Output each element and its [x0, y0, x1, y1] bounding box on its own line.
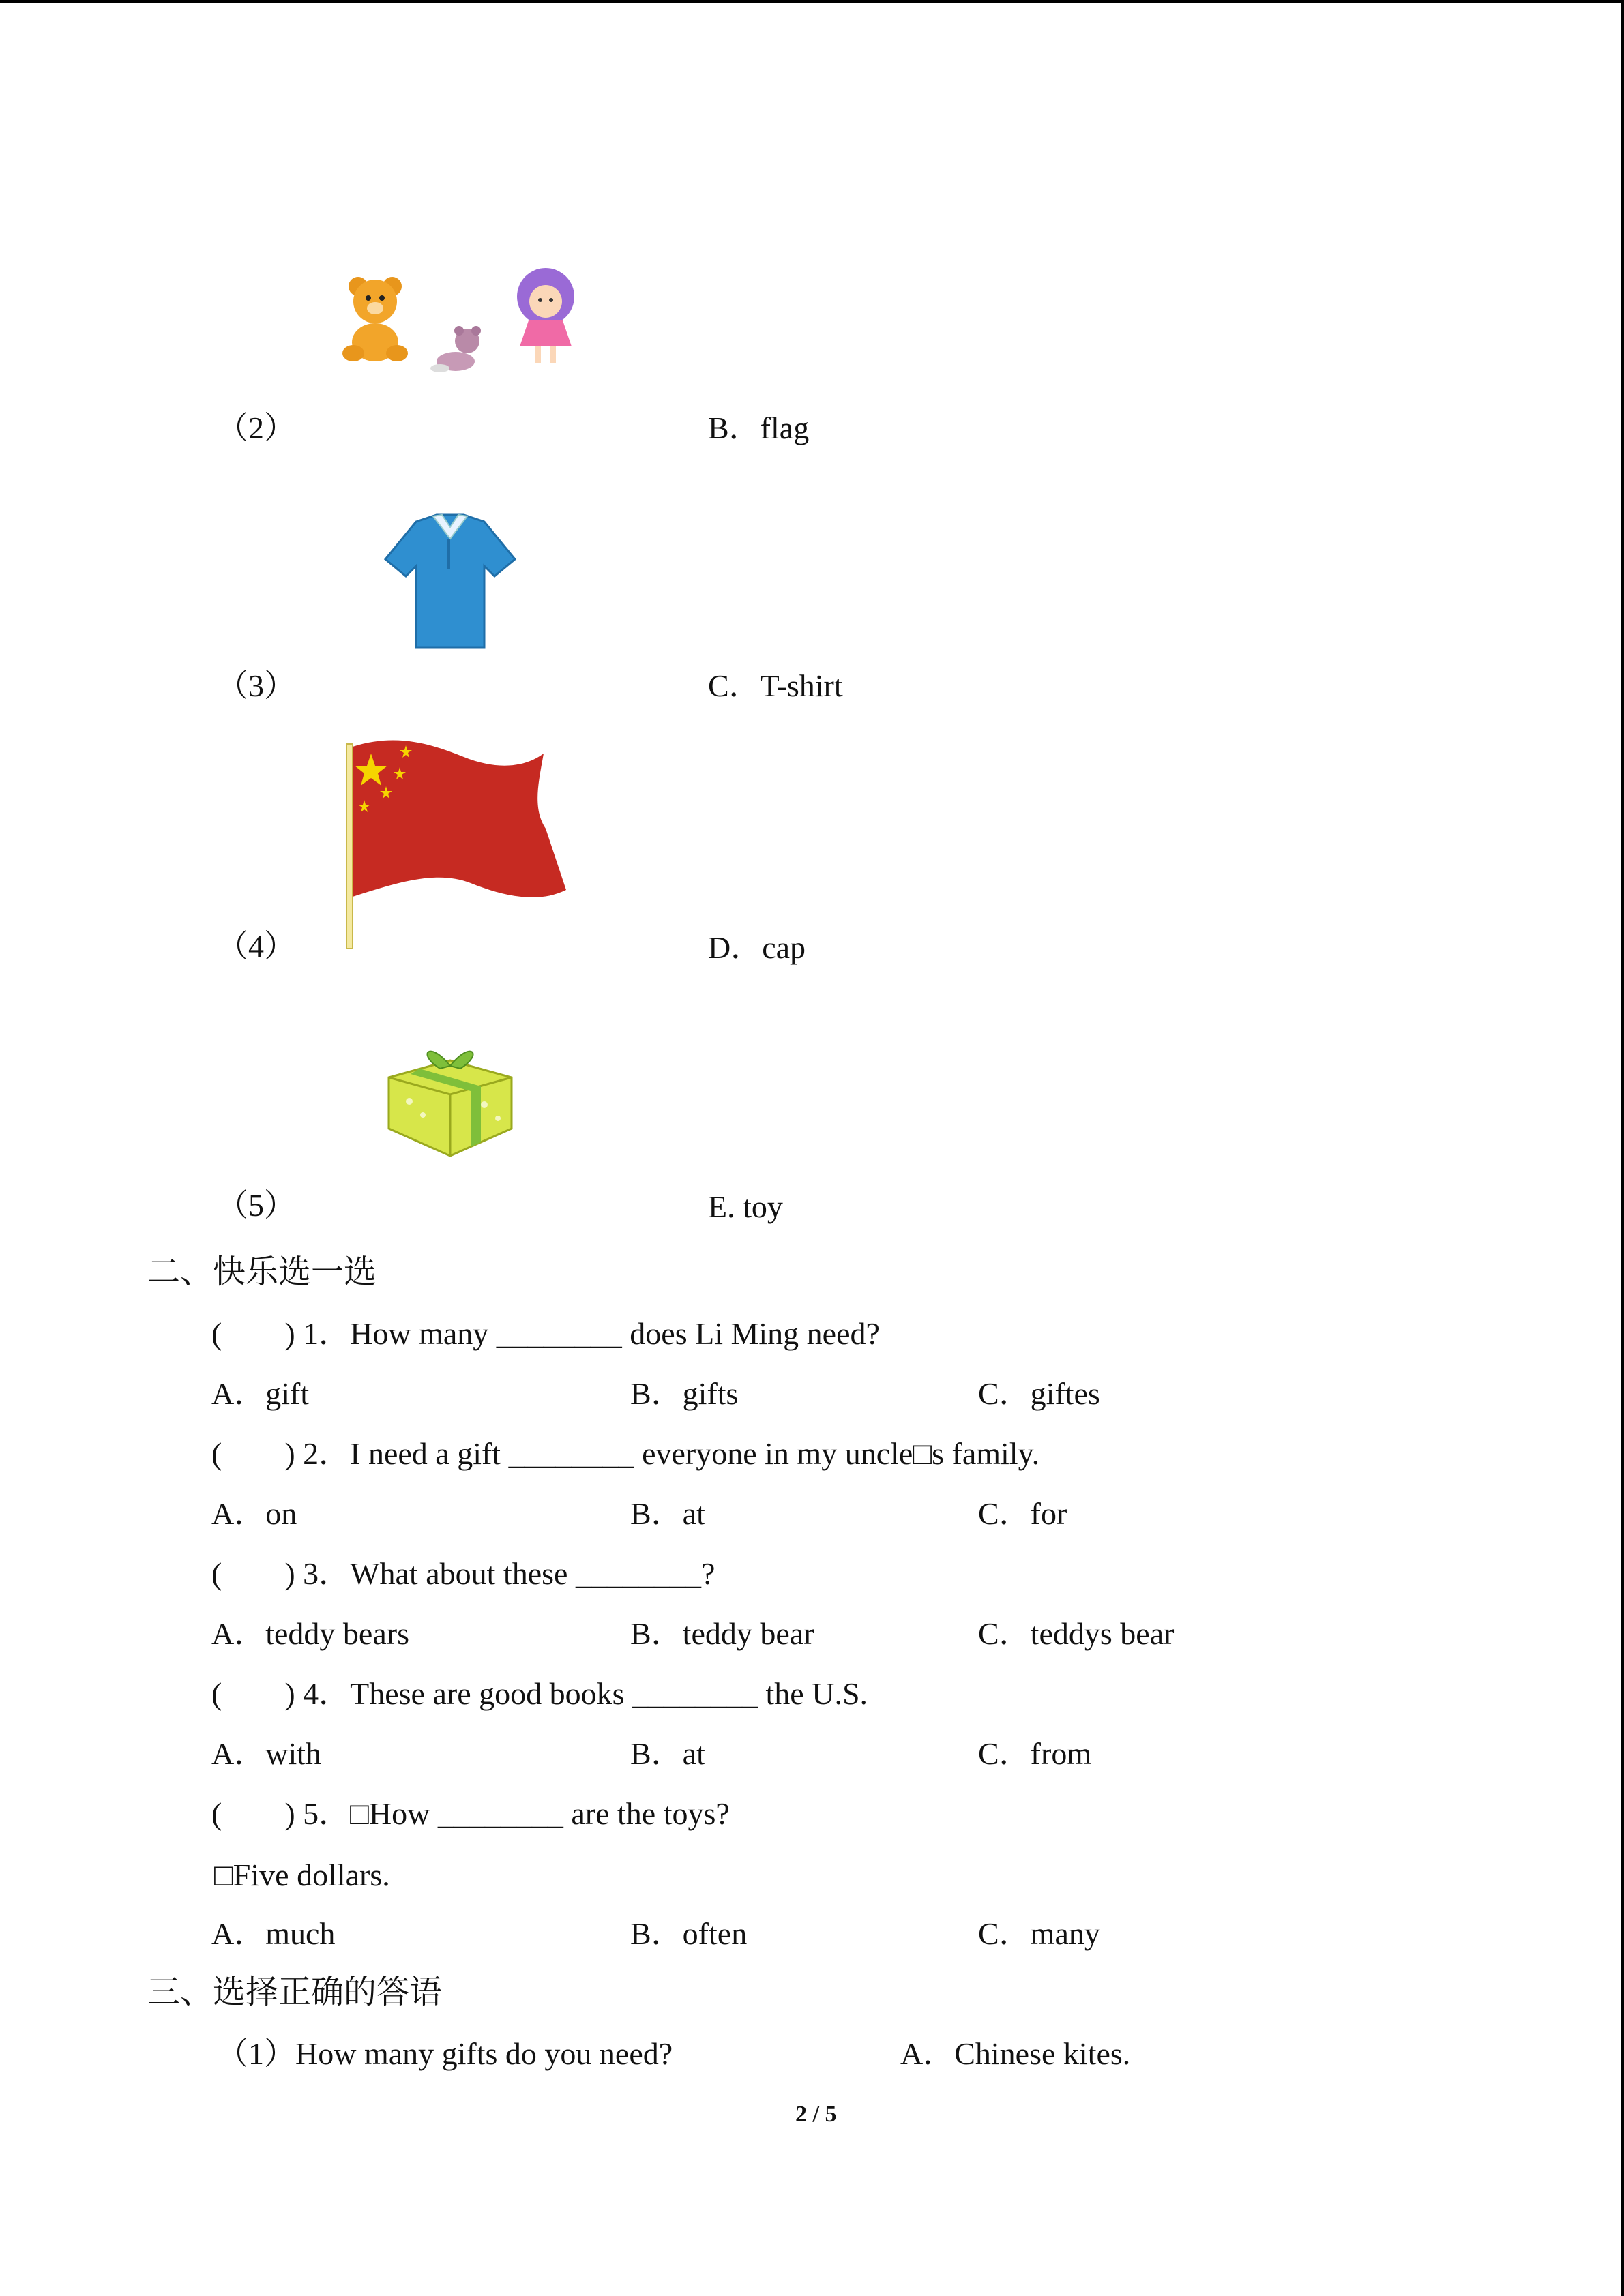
section-3-answer-a: A．Chinese kites.	[900, 2036, 1131, 2071]
option-b: B．flag	[708, 411, 810, 445]
section-3-title: 三、选择正确的答语	[147, 1974, 443, 2010]
q2-option-a: A．on	[211, 1496, 297, 1531]
item-number-2: （2）	[217, 411, 295, 445]
flag-icon	[341, 726, 573, 958]
item-number-5: （5）	[217, 1188, 295, 1223]
q2-option-c: C．for	[978, 1496, 1067, 1531]
tshirt-icon	[382, 508, 518, 655]
q1-option-c: C．giftes	[978, 1376, 1100, 1411]
teddy-bear-icon	[342, 277, 408, 361]
question-3: ( ) 3．What about these ________?	[211, 1556, 715, 1591]
toys-icon	[321, 266, 587, 389]
q3-option-b: B．teddy bear	[630, 1616, 814, 1651]
gift-box-icon	[382, 1040, 518, 1163]
section-3-question-1: （1）How many gifts do you need?	[217, 2036, 673, 2071]
q5-option-a: A．much	[211, 1916, 336, 1951]
question-2: ( ) 2．I need a gift ________ everyone in my uncle□s family.	[211, 1436, 1040, 1471]
q5-answer-line: □Five dollars.	[214, 1858, 390, 1892]
page-number: 2 / 5	[795, 2102, 837, 2127]
option-d: D．cap	[708, 930, 806, 965]
q5-option-c: C．many	[978, 1916, 1100, 1951]
top-border	[0, 0, 1624, 3]
q1-option-a: A．gift	[211, 1376, 310, 1411]
doll-icon	[517, 268, 574, 363]
q4-option-b: B．at	[630, 1736, 705, 1771]
pink-bear-icon	[430, 326, 481, 372]
q4-option-a: A．with	[211, 1736, 321, 1771]
q3-option-a: A．teddy bears	[211, 1616, 409, 1651]
q5-option-b: B．often	[630, 1916, 748, 1951]
option-e: E. toy	[708, 1189, 783, 1224]
right-border	[1621, 0, 1624, 2296]
section-2-title: 二、快乐选一选	[147, 1254, 377, 1290]
question-5: ( ) 5．□How ________ are the toys?	[211, 1796, 730, 1831]
item-number-3: （3）	[217, 668, 295, 703]
q2-option-b: B．at	[630, 1496, 705, 1531]
q1-option-b: B．gifts	[630, 1376, 739, 1411]
q3-option-c: C．teddys bear	[978, 1616, 1175, 1651]
option-c: C．T-shirt	[708, 668, 843, 703]
question-4: ( ) 4．These are good books ________ the U.S.	[211, 1676, 868, 1711]
q4-option-c: C．from	[978, 1736, 1092, 1771]
question-1: ( ) 1．How many ________ does Li Ming need?	[211, 1316, 880, 1351]
item-number-4: （4）	[217, 929, 295, 964]
